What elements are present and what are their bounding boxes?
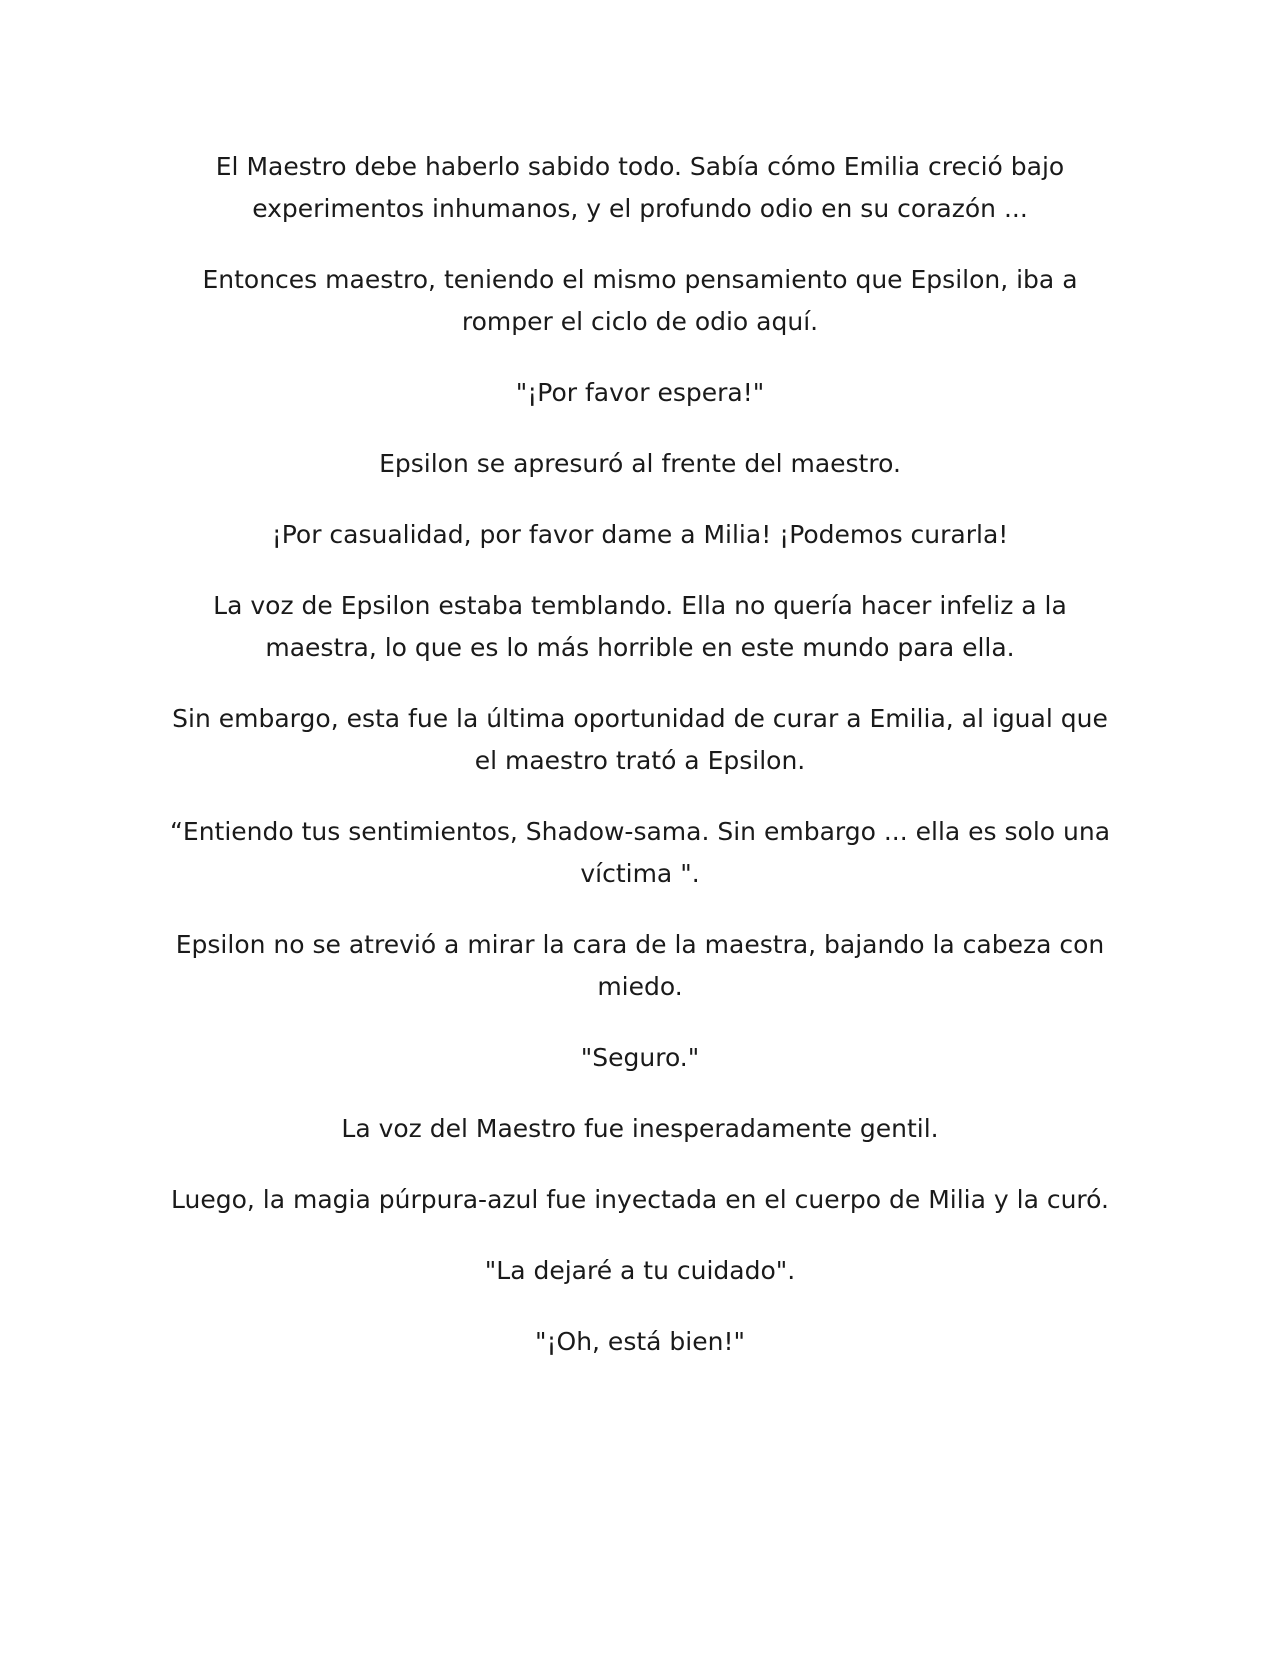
paragraph: Entonces maestro, teniendo el mismo pensamiento que Epsilon, iba a romper el ciclo de odio aquí.	[202, 265, 1078, 336]
paragraph: ¡Por casualidad, por favor dame a Milia! ¡Podemos curarla!	[271, 520, 1009, 549]
paragraph: "¡Oh, está bien!"	[535, 1327, 745, 1356]
paragraph: "Seguro."	[580, 1043, 700, 1072]
paragraph: La voz de Epsilon estaba temblando. Ella no quería hacer infeliz a la maestra, lo que es lo más horrible en este mundo para ella.	[213, 591, 1067, 662]
paragraph: La voz del Maestro fue inesperadamente gentil.	[341, 1114, 939, 1143]
paragraph: Sin embargo, esta fue la última oportunidad de curar a Emilia, al igual que el maestro trató a Epsilon.	[172, 704, 1108, 775]
paragraph: “Entiendo tus sentimientos, Shadow-sama. Sin embargo ... ella es solo una víctima ".	[169, 817, 1111, 888]
paragraph: "La dejaré a tu cuidado".	[484, 1256, 796, 1285]
paragraph: Epsilon se apresuró al frente del maestro.	[379, 449, 901, 478]
paragraph: Luego, la magia púrpura-azul fue inyectada en el cuerpo de Milia y la curó.	[171, 1185, 1109, 1214]
paragraph: "¡Por favor espera!"	[515, 378, 765, 407]
document-body	[160, 146, 1120, 1392]
paragraph: Epsilon no se atrevió a mirar la cara de la maestra, bajando la cabeza con miedo.	[175, 930, 1105, 1001]
paragraph: El Maestro debe haberlo sabido todo. Sabía cómo Emilia creció bajo experimentos inhumanos, y el profundo odio en su corazón ...	[215, 152, 1065, 223]
